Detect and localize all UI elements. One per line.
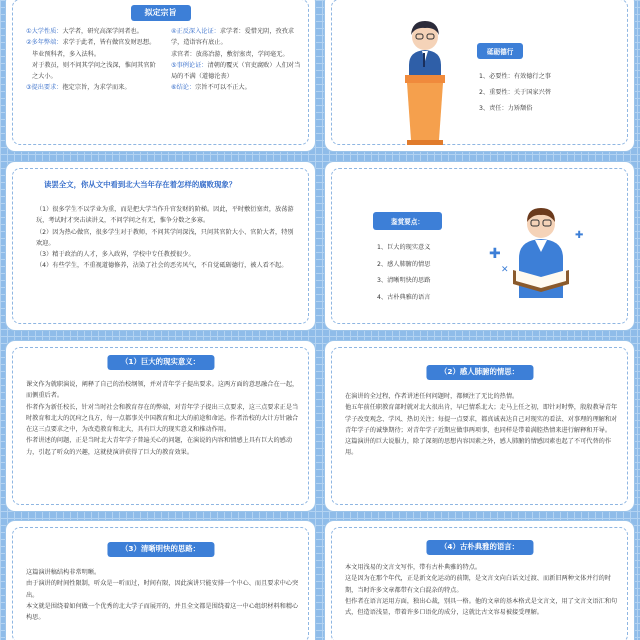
slide1-title: 拟定宗旨 [131,5,191,21]
slide4-badge: 鉴赏要点： [373,212,442,230]
slide-key-points [324,161,635,331]
slide3-list [36,204,298,272]
svg-text:✚: ✚ [575,230,584,241]
paragraph: 课文作为就职演说，阐释了自己的治校纲领，并对青年学子提出要求。这两方面的意思融合在一起，而侧重后者。 [26,381,299,400]
slide2-list [479,69,614,117]
list-item: 4、古朴典雅的语言 [377,293,431,301]
paragraph: 由于演讲的时间性限制，听众是一听而过，时间有限，因此演讲只能安排一个中心、而且要求中心突出。 [26,580,299,599]
paragraph: 他五年前任职教育部时就对北大很出肯，早已情系北大；走马上任之初，即针对时弊，殷殷教导青年学子改变观念、学风、热切关注；每提一点要求，都真诚表达自己对现实的看法、对事理的理解和对青年学子的诚挚期待；对青年学子近期应做事两项事，也同样是带着满腔热情来进行解释和开导。 [345,404,618,434]
paragraph: 在演讲的全过程，作者讲述任何问题时，都倾注了无比的热情。 [345,393,519,400]
slide6-body [345,391,621,459]
paragraph: 这是因为在那个年代，正是新文化运动的前期，是文言文向白话文过渡、而新旧两种文体并行的时期，当时许多文章都带有文白混杂的特点。 [345,575,612,594]
slide-virtue [324,0,635,152]
paragraph: 这篇演讲稿结构非常明晰。 [26,569,101,576]
list-item: 2、重要性：关于国家兴替 [479,89,551,96]
list-item: 3、责任：力矫颓俗 [479,105,533,112]
list-item: （1）很多学生不以学业为重，而是把大学当作升官发财的阶梯。因此，平时敷衍塞责，放荡游玩，考试时才突击读讲义，不问学问之有无，惟争分数之多寡。 [36,206,294,225]
list-item: （2）因为热心做官，很多学生对于教师，不问其学问深浅，只问其官阶大小、官阶大者，特别欢迎。 [36,228,294,247]
slide7-body [26,567,302,623]
paragraph: 这篇演讲的巨大说服力，除了深刻的思想内容因素之外，感人肺腑的情感因素也起了不可代替的作用。 [345,438,612,457]
paragraph: 但作者在语言运用方面，独出心裁，别具一格。他的文章的基本格式是文言文，用了文言文语汇和句式，但造语浅显，带着许多口语化的成分，这就比古文容易被接受理解。 [345,597,618,617]
slide-question [5,161,316,331]
reader-with-book-illustration [483,200,593,310]
slide-language [324,520,635,640]
paragraph: 作者讲述的问题，正是当时北大青年学子普遍关心的问题，在演说的内容和情感上具有巨大的感动力，引起了听众的兴趣，这就使演讲获得了巨大的教育效果。 [26,437,293,456]
slide-purpose [5,0,316,152]
slide-emotion [324,340,635,512]
paragraph: 本文用浅易的文言文写作，带有古朴典雅的特点。 [345,564,482,571]
list-item: （3）精于政治的人才，多入政界，学校中专任教授很少。 [36,251,195,259]
speaker-at-podium-illustration [385,15,465,145]
slide-structure [5,520,316,640]
slide6-title: （2）感人肺腑的情思： [426,365,533,380]
slide1-left-column: ①大学性质：大学者，研究高深学问者也。 ②多年弊端：求学于此者，皆有做官发财思想。 毕业预科者，多入法科。 对于教员，则不问其学问之浅深，惟问其官阶之大小。 ③提出要求：抱定宗旨，为求学而来。 [26,28,156,92]
slide5-body [26,379,302,458]
svg-text:✕: ✕ [501,265,509,275]
slide7-title: （3）清晰明快的思路： [107,542,214,557]
paragraph: 本文就是围绕着如何做一个优秀的北大学子而展开的，并且全文都是围绕着这一中心组织材料和精心构思。 [26,602,299,622]
svg-text:✚: ✚ [489,246,501,262]
slide1-right-column: ④正反深入论证：求学者：爱惜光阴，孜孜求学，造诣容有底止。 求官者：放荡冶游，敷衍塞责，学问毫无。 ⑤事例论证：清朝的覆灭（官吏腐败）人们对当局的不满（道德沦丧） ⑥结论：宗旨不可以不正大。 [171,28,301,92]
slide5-title: （1）巨大的现实意义： [107,355,214,370]
list-item: 1、必要性：有效德行之事 [479,73,551,80]
list-item: 2、感人肺腑的情思 [377,260,431,268]
slide3-question: 读罢全文，你从文中看到北大当年存在着怎样的腐败现象？ [44,180,237,189]
slide8-title: （4）古朴典雅的语言： [426,540,533,555]
slide-reality [5,340,316,512]
list-item: 1、巨大的现实意义 [377,244,431,251]
list-item: （4）有些学生，不重视道德修养，沾染了社会的恶劣风气，不自觉砥砺德行，被人看不起。 [36,262,288,270]
list-item: 3、清晰明快的思路 [377,277,431,284]
slide8-body [345,562,621,618]
paragraph: 作者作为新任校长，针对当时社会和教育存在的弊端，对青年学子提出三点要求，这三点要求正是当时教育和北大的沉疴之良方，每一点都事关中国教育和北大的前途和命运。作者治校的大计方针融合在这三点要求之中，为改造教育和北大，具有巨大的现实意义和推动作用。 [26,403,299,434]
slide2-badge: 砥砺德行 [477,43,523,59]
